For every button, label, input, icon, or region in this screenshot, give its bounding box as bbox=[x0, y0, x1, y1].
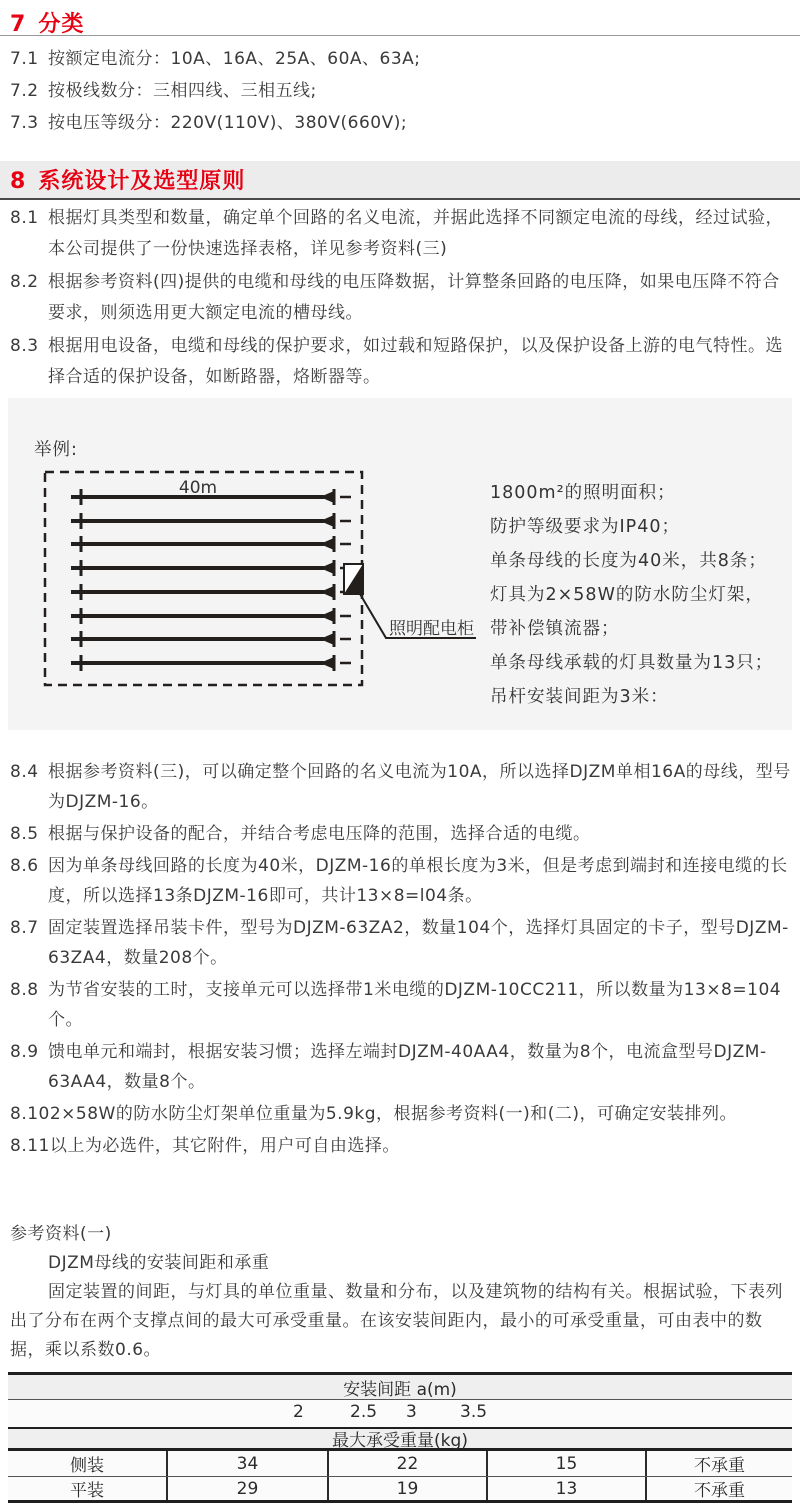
section8-items-part2 bbox=[10, 757, 792, 1163]
list-item bbox=[10, 203, 792, 265]
item-number: 8.6 bbox=[10, 856, 39, 876]
table-header-spacing: 安装间距 a(m) bbox=[8, 1375, 792, 1400]
item-text: 因为单条母线回路的长度为40米，DJZM-16的单根长度为3米，但是考虑到端封和连接电缆的长度，所以选择13条DJZM-16即可，共计13×8=l04条。 bbox=[48, 856, 788, 906]
table-cell: 29 bbox=[166, 1477, 327, 1500]
busbar-line bbox=[71, 655, 351, 671]
list-item bbox=[10, 975, 792, 1035]
example-panel bbox=[8, 398, 792, 730]
item-text: 固定装置选择吊装卡件，型号为DJZM-63ZA2，数量104个，选择灯具固定的卡子，型号DJZM-63ZA4，数量208个。 bbox=[48, 918, 789, 968]
list-item bbox=[10, 1099, 792, 1129]
table-cell: 13 bbox=[486, 1477, 645, 1500]
item-number: 8.9 bbox=[10, 1042, 39, 1062]
item-number: 8.8 bbox=[10, 980, 39, 1000]
section8-heading-bar bbox=[0, 161, 800, 200]
item-text: 以上为必选件，其它附件，用户可自由选择。 bbox=[49, 1136, 400, 1156]
distribution-cabinet-symbol bbox=[344, 564, 363, 594]
busbar-line bbox=[71, 608, 351, 624]
list-item bbox=[10, 108, 792, 138]
busbar-line bbox=[71, 513, 351, 529]
busbar-line bbox=[71, 584, 351, 600]
example-label: 举例: bbox=[34, 440, 78, 460]
item-text: 2×58W的防水防尘灯架单位重量为5.9kg，根据参考资料(一)和(二)，可确定安装排列。 bbox=[49, 1104, 738, 1124]
section7-heading bbox=[10, 7, 84, 38]
table-row bbox=[8, 1451, 792, 1477]
list-item bbox=[10, 851, 792, 911]
section7-items bbox=[10, 44, 792, 140]
section8-items-part1 bbox=[10, 203, 792, 395]
section7-number: 7 bbox=[10, 12, 27, 37]
list-item bbox=[10, 913, 792, 973]
example-note: 灯具为2×58W的防水防尘灯架， bbox=[490, 585, 764, 605]
example-note: 吊杆安装间距为3米： bbox=[490, 687, 669, 707]
item-number: 8.2 bbox=[10, 272, 39, 292]
example-note: 1800m²的照明面积； bbox=[490, 483, 676, 503]
table-row bbox=[8, 1477, 792, 1503]
item-number: 7.1 bbox=[10, 49, 39, 69]
list-item bbox=[10, 44, 792, 74]
spacing-value: 3 bbox=[406, 1402, 417, 1422]
busbar-line bbox=[71, 536, 351, 552]
item-text: 馈电单元和端封，根据安装习惯；选择左端封DJZM-40AA4，数量为8个，电流盒型号DJZM-63AA4，数量8个。 bbox=[48, 1042, 767, 1092]
item-number: 8.3 bbox=[10, 336, 39, 356]
reference-title: 参考资料(一) bbox=[10, 1224, 112, 1244]
cabinet-label: 照明配电柜 bbox=[389, 619, 474, 639]
table-header-weight: 最大承受重量(kg) bbox=[8, 1429, 792, 1451]
busbar-line bbox=[71, 631, 351, 647]
reference-subtitle: DJZM母线的安装间距和承重 bbox=[48, 1253, 270, 1273]
table-cell: 不承重 bbox=[645, 1451, 792, 1476]
row-label: 侧装 bbox=[70, 1456, 104, 1476]
length-label: 40m bbox=[178, 478, 218, 498]
spacing-value: 2.5 bbox=[350, 1402, 378, 1422]
item-text: 按额定电流分：10A、16A、25A、60A、63A; bbox=[48, 49, 421, 69]
room-outline bbox=[45, 472, 362, 685]
example-note: 单条母线的长度为40米，共8条； bbox=[490, 551, 767, 571]
table-row-spacing-values bbox=[8, 1400, 792, 1429]
example-note: 防护等级要求为IP40； bbox=[490, 517, 680, 537]
list-item bbox=[10, 819, 792, 849]
item-text: 按极线数分：三相四线、三相五线; bbox=[48, 81, 317, 101]
item-number: 7.2 bbox=[10, 81, 39, 101]
item-number: 7.3 bbox=[10, 113, 39, 133]
item-number: 8.7 bbox=[10, 918, 39, 938]
table-cell: 不承重 bbox=[645, 1477, 792, 1500]
section7-title-text: 分类 bbox=[38, 12, 85, 37]
busbar-layout-diagram bbox=[8, 398, 488, 730]
busbar-line bbox=[71, 560, 351, 576]
example-note: 单条母线承载的灯具数量为13只； bbox=[490, 653, 774, 673]
item-number: 8.10 bbox=[10, 1104, 50, 1124]
list-item bbox=[10, 76, 792, 106]
example-notes bbox=[490, 476, 790, 714]
item-text: 根据参考资料(四)提供的电缆和母线的电压降数据，计算整条回路的电压降，如果电压降不符合要求，则须选用更大额定电流的槽母线。 bbox=[48, 272, 780, 323]
item-text: 根据参考资料(三)，可以确定整个回路的名义电流为10A，所以选择DJZM单相16A的母线，型号为DJZM-16。 bbox=[48, 762, 791, 812]
list-item bbox=[10, 267, 792, 329]
list-item bbox=[10, 757, 792, 817]
example-note: 带补偿镇流器； bbox=[490, 619, 620, 639]
spacing-value: 2 bbox=[293, 1402, 304, 1422]
list-item bbox=[10, 331, 792, 393]
item-number: 8.5 bbox=[10, 824, 39, 844]
section8-heading bbox=[0, 164, 245, 195]
item-text: 根据用电设备，电缆和母线的保护要求，如过载和短路保护，以及保护设备上游的电气特性。选择合适的保护设备，如断路器，烙断器等。 bbox=[48, 336, 783, 387]
item-text: 为节省安装的工时，支接单元可以选择带1米电缆的DJZM-10CC211，所以数量为13×8=104个。 bbox=[48, 980, 782, 1030]
table-cell: 15 bbox=[486, 1451, 645, 1476]
item-text: 根据灯具类型和数量，确定单个回路的名义电流，并据此选择不同额定电流的母线，经过试验，本公司提供了一份快速选择表格，详见参考资料(三) bbox=[48, 208, 783, 259]
table-cell: 22 bbox=[327, 1451, 486, 1476]
section8-number: 8 bbox=[10, 169, 27, 194]
item-number: 8.1 bbox=[10, 208, 39, 228]
item-number: 8.4 bbox=[10, 762, 39, 782]
table-cell: 34 bbox=[166, 1451, 327, 1476]
section8-title-text: 系统设计及选型原则 bbox=[38, 169, 246, 194]
load-table bbox=[8, 1372, 792, 1503]
item-text: 按电压等级分：220V(110V)、380V(660V); bbox=[48, 113, 408, 133]
item-text: 根据与保护设备的配合，并结合考虑电压降的范围，选择合适的电缆。 bbox=[48, 824, 591, 844]
reference-section bbox=[10, 1220, 792, 1365]
row-label: 平装 bbox=[70, 1481, 104, 1501]
reference-paragraph: 固定装置的间距，与灯具的单位重量、数量和分布，以及建筑物的结构有关。根据试验，下表列出了分布在两个支撑点间的最大可承受重量。在该安装间距内，最小的可承受重量，可由表中的数据，乘以系数0.6。 bbox=[10, 1282, 783, 1360]
list-item bbox=[10, 1131, 792, 1161]
section7-divider bbox=[0, 35, 800, 36]
item-number: 8.11 bbox=[10, 1136, 50, 1156]
spacing-value: 3.5 bbox=[460, 1402, 488, 1422]
table-cell: 19 bbox=[327, 1477, 486, 1500]
list-item bbox=[10, 1037, 792, 1097]
